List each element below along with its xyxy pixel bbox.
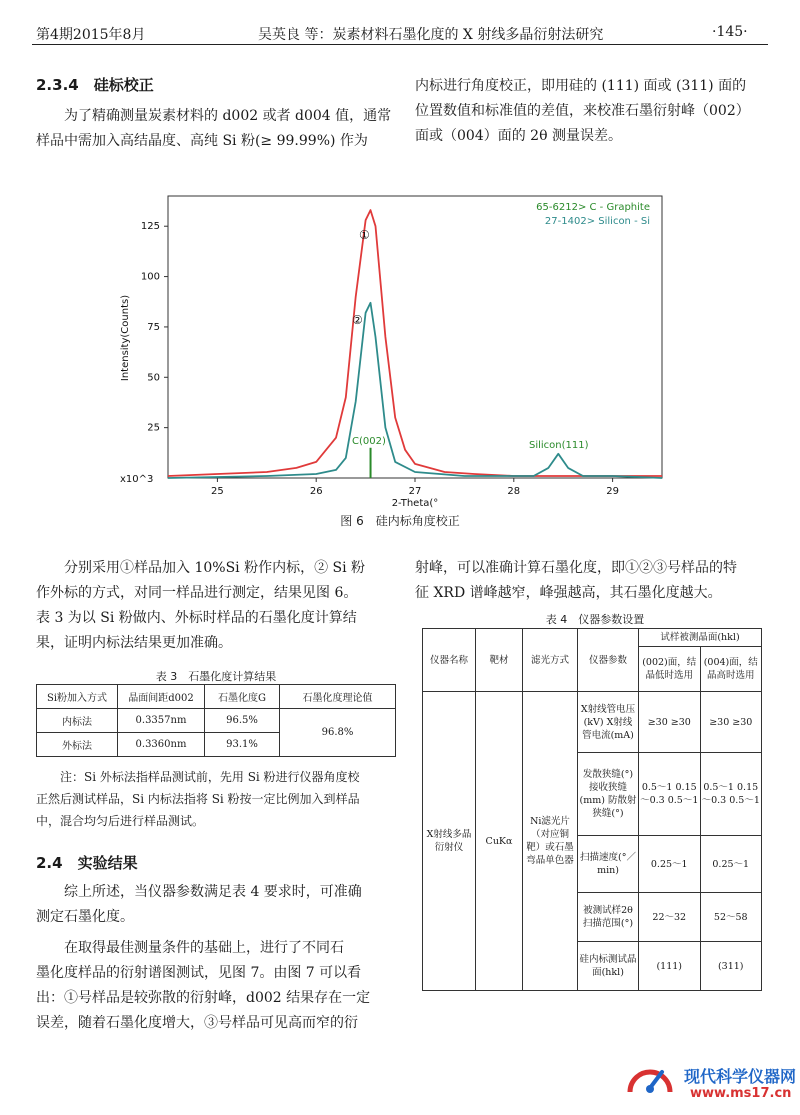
text-line: 测定石墨化度。 <box>36 909 134 925</box>
table-row <box>423 692 762 753</box>
text-line: 面或（004）面的 2θ 测量误差。 <box>415 128 622 144</box>
table-cell: 0.25～1 <box>700 836 762 893</box>
text-line: 作外标的方式，对同一样品进行测定，结果见图 6。 <box>36 585 358 601</box>
table-header: (004)面，结晶高时选用 <box>700 647 762 692</box>
table-cell: 22～32 <box>639 893 701 942</box>
table-cell: 93.1% <box>205 733 280 757</box>
legend-graphite: 65-6212> C - Graphite <box>536 202 650 213</box>
table-4-title: 表 4 仪器参数设置 <box>545 613 645 626</box>
text-line: 在取得最佳测量条件的基础上，进行了不同石 <box>64 940 344 956</box>
table-header: 试样被测晶面(hkl) <box>639 629 762 647</box>
table-cell: 52～58 <box>700 893 762 942</box>
x-tick-label: 27 <box>408 486 422 497</box>
table-header: 晶面间距d002 <box>118 685 205 709</box>
table-header: 滤光方式 <box>523 629 578 692</box>
table-cell: ≥30 ≥30 <box>639 692 701 753</box>
watermark-url: www.ms17.cn <box>690 1086 792 1101</box>
data-series <box>168 210 662 478</box>
paragraph-right-continuation <box>415 556 775 606</box>
figure-6-caption: 图 6 硅内标角度校正 <box>340 514 460 528</box>
table-cell: 扫描速度(°／min) <box>578 836 639 893</box>
annotation-silicon-111: Silicon(111) <box>529 440 589 451</box>
table-header: (002)面，结晶低时选用 <box>639 647 701 692</box>
text-line: 样品中需加入高结晶度、高纯 Si 粉(≥ 99.99%) 作为 <box>36 133 368 149</box>
table-header: 石墨化度G <box>205 685 280 709</box>
header-rule <box>32 44 768 45</box>
table-cell: 0.3360nm <box>118 733 205 757</box>
table-cell: 发散狭缝(°) 接收狭缝(mm) 防散射狭缝(°) <box>578 753 639 836</box>
text-line: 注：Si 外标法指样品测试前，先用 Si 粉进行仪器角度校 <box>60 770 360 784</box>
figure-6-chart <box>110 188 670 508</box>
table-4 <box>422 628 762 991</box>
table-3 <box>36 684 396 757</box>
table-cell: 0.25～1 <box>639 836 701 893</box>
table-header: 石墨化度理论值 <box>280 685 396 709</box>
table-cell: 硅内标测试晶面(hkl) <box>578 942 639 991</box>
x-tick-label: 25 <box>211 486 224 497</box>
text-line: 征 XRD 谱峰越窄，峰强越高，其石墨化度越大。 <box>415 585 722 601</box>
text-line: 中，混合均匀后进行样品测试。 <box>36 814 205 828</box>
table-cell: X射线管电压(kV) X射线管电流(mA) <box>578 692 639 753</box>
y-tick-label: 125 <box>140 221 160 233</box>
table-cell: 内标法 <box>37 709 118 733</box>
section-2-3-4-left-text <box>36 104 396 154</box>
text-line: 位置数值和标准值的差值，来校准石墨衍射峰（002） <box>415 103 750 119</box>
x-tick-label: 26 <box>309 486 323 497</box>
table-cell: ≥30 ≥30 <box>700 692 762 753</box>
table-header: Si粉加入方式 <box>37 685 118 709</box>
annotation-sample-2: ② <box>352 313 363 327</box>
table-row <box>37 709 396 733</box>
watermark-title: 现代科学仪器网 <box>684 1067 797 1086</box>
text-line: 果，证明内标法结果更加准确。 <box>36 635 232 651</box>
y-axis <box>141 221 168 433</box>
table-cell: (111) <box>639 942 701 991</box>
table-header: 仪器名称 <box>423 629 476 692</box>
text-line: 出：①号样品是较弥散的衍射峰，d002 结果存在一定 <box>36 990 371 1006</box>
table-cell: (311) <box>700 942 762 991</box>
text-line: 射峰，可以准确计算石墨化度，即①②③号样品的特 <box>415 560 737 576</box>
table-cell: 被测试样2θ扫描范围(°) <box>578 893 639 942</box>
text-line: 分别采用①样品加入 10%Si 粉作内标，② Si 粉 <box>64 560 366 576</box>
text-line: 误差，随着石墨化度增大，③号样品可见高而窄的衍 <box>36 1015 358 1031</box>
section-heading-2-3-4: 2.3.4 硅标校正 <box>36 76 154 94</box>
x-tick-label: 29 <box>606 486 619 497</box>
table-cell: CuKα <box>476 692 523 991</box>
y-tick-label: 100 <box>140 271 160 283</box>
table-header: 仪器参数 <box>578 629 639 692</box>
journal-issue: 第4期2015年8月 <box>36 27 146 43</box>
legend-silicon: 27-1402> Silicon - Si <box>544 216 650 227</box>
table-cell: Ni滤光片（对应铜靶）或石墨弯晶单色器 <box>523 692 578 991</box>
section-heading-2-4: 2.4 实验结果 <box>36 854 138 872</box>
x-tick-label: 28 <box>507 486 521 497</box>
annotation-c002: C(002) <box>352 436 386 447</box>
section-2-3-4-right-text <box>415 74 775 149</box>
running-title: 吴英良 等：炭素材料石墨化度的 X 射线多晶衍射法研究 <box>258 27 604 43</box>
y-tick-label: 50 <box>147 372 160 384</box>
table-cell: X射线多晶衍射仪 <box>423 692 476 991</box>
series-line-2 <box>168 303 662 478</box>
x-axis <box>211 478 619 497</box>
y-axis-label: Intensity(Counts) <box>120 294 131 382</box>
table-cell-theory: 96.8% <box>280 709 396 757</box>
watermark-logo-icon <box>624 1058 676 1102</box>
paragraph-si-standard <box>36 556 396 656</box>
text-line: 内标进行角度校正，即用硅的 (111) 面或 (311) 面的 <box>415 78 747 94</box>
table-header: 靶材 <box>476 629 523 692</box>
annotation-sample-1: ① <box>359 228 370 242</box>
table-3-note <box>36 766 398 832</box>
page-number: ·145· <box>712 24 748 40</box>
text-line: 为了精确测量炭素材料的 d002 或者 d004 值，通常 <box>64 108 392 124</box>
y-tick-label: 75 <box>147 321 160 333</box>
table-cell: 96.5% <box>205 709 280 733</box>
text-line: 正然后测试样品，Si 内标法指将 Si 粉按一定比例加入到样品 <box>36 792 360 806</box>
table-cell: 0.3357nm <box>118 709 205 733</box>
section-2-4-text <box>36 880 398 1036</box>
table-3-title: 表 3 石墨化度计算结果 <box>155 670 277 683</box>
text-line: 综上所述，当仪器参数满足表 4 要求时，可准确 <box>64 884 362 900</box>
table-cell: 0.5～1 0.15～0.3 0.5～1 <box>639 753 701 836</box>
text-line: 墨化度样品的衍射谱图测试，见图 7。由图 7 可以看 <box>36 965 362 981</box>
table-cell: 外标法 <box>37 733 118 757</box>
y-tick-label: 25 <box>147 422 160 434</box>
x-axis-label: 2-Theta(° <box>391 498 439 508</box>
plot-frame <box>168 196 662 478</box>
table-cell: 0.5～1 0.15～0.3 0.5～1 <box>700 753 762 836</box>
text-line: 表 3 为以 Si 粉做内、外标时样品的石墨化度计算结 <box>36 610 357 626</box>
y-multiplier-label: x10^3 <box>120 474 154 485</box>
series-line-1 <box>168 210 662 476</box>
